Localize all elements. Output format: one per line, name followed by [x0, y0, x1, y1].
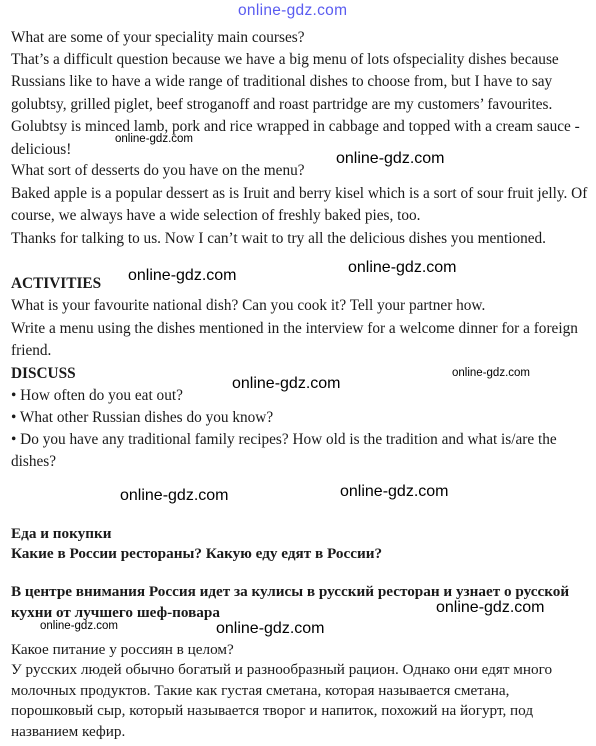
watermark: online-gdz.com: [115, 133, 193, 145]
discuss-item-2: • What other Russian dishes do you know?: [11, 409, 274, 426]
closing-remark: Thanks for talking to us. Now I can’t wait to try all the delicious dishes you mentioned.: [11, 230, 547, 247]
ru-title-2: Какие в России рестораны? Какую еду едят в России?: [11, 545, 383, 562]
watermark: online-gdz.com: [340, 483, 449, 500]
watermark-top: online-gdz.com: [238, 2, 348, 19]
watermark: online-gdz.com: [348, 259, 457, 276]
discuss-item-1: • How often do you eat out?: [11, 387, 183, 404]
watermark: online-gdz.com: [452, 367, 530, 379]
question-desserts: What sort of desserts do you have on the menu?: [11, 162, 305, 179]
activity-item-1: What is your favourite national dish? Can you cook it? Tell your partner how.: [11, 297, 486, 314]
ru-intro: В центре внимания Россия идет за кулисы в русский ресторан и узнает о русской кухни от лучшего шеф-повара: [11, 583, 570, 621]
question-speciality: What are some of your speciality main courses?: [11, 29, 305, 46]
activities-heading: ACTIVITIES: [11, 275, 102, 292]
activity-item-2: Write a menu using the dishes mentioned in the interview for a welcome dinner for a foreign friend.: [11, 320, 578, 360]
ru-answer: У русских людей обычно богатый и разнообразный рацион. Однако они едят много молочных продуктов. Такие как густая сметана, которая называется сметана, порошковый сыр, который называется творог и напиток, похожий на йогурт, под названием кефир.: [11, 661, 553, 740]
answer-desserts: Baked apple is a popular dessert as is Iruit and berry kisel which is a sort of sour fruit jelly. Of course, we always have a wide selection of freshly baked pies, too.: [11, 185, 588, 225]
watermark: online-gdz.com: [336, 150, 445, 167]
watermark: online-gdz.com: [216, 620, 325, 637]
answer-speciality: That’s a difficult question because we have a big menu of lots ofspeciality dishes because Russians like to have a wide range of traditional dishes to choose from, but I have to say golubtsy, grilled piglet, beef stroganoff and roast partridge are my customers’ favourites. Golubtsy is minced lamb, pork and rice wrapped in cabbage and topped with a cream sauce - delicious!: [11, 51, 580, 158]
discuss-item-3: • Do you have any traditional family recipes? How old is the tradition and what is/are the dishes?: [11, 431, 557, 471]
watermark: online-gdz.com: [436, 599, 545, 616]
discuss-heading: DISCUSS: [11, 365, 76, 382]
watermark: online-gdz.com: [120, 487, 229, 504]
watermark: online-gdz.com: [232, 375, 341, 392]
watermark: online-gdz.com: [128, 267, 237, 284]
ru-title-1: Еда и покупки: [11, 525, 112, 542]
watermark: online-gdz.com: [40, 620, 118, 632]
ru-question: Какое питание у россиян в целом?: [11, 641, 234, 658]
